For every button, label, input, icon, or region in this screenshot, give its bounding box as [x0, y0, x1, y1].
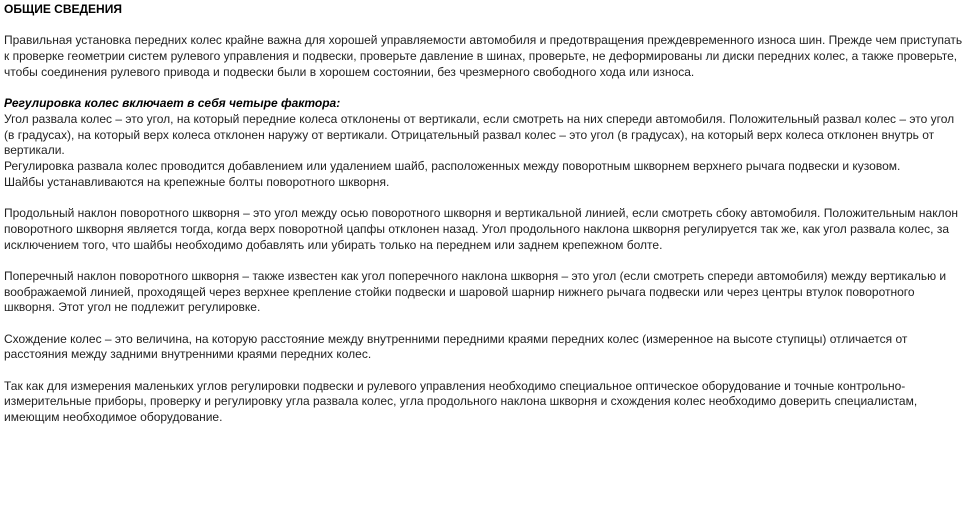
spacer [4, 363, 964, 379]
caster-paragraph: Продольный наклон поворотного шкворня – это угол между осью поворотного шкворня и вертикальной линией, если смотреть сбоку автомобиля. Положительным наклон поворотного шкворня является тогда, когда верх поворотной цапфы отклонен назад. Угол продольного наклона шкворня регулируется так же, как угол развала колес, за исключением того, что шайбы необходимо добавлять или убирать только на переднем или заднем крепежном болте. [4, 206, 959, 252]
camber-paragraph: Угол развала колес – это угол, на который передние колеса отклонены от вертикали, если смотреть на них спереди автомобиля. Положительный развал колес – это угол (в градусах), на который верх колеса отклонен наружу от вертикали. Отрицательный развал колес – это угол (в градусах), на который верх колеса отклонен внутрь от вертикали. [4, 111, 955, 158]
conclusion-paragraph: Так как для измерения маленьких углов регулировки подвески и рулевого управления необходимо специальное оптическое оборудование и точные контрольно-измерительные приборы, проверку и регулировку угла развала колес, угла продольного наклона шкворня и схождения колес необходимо доверить специалистам, имеющим необходимое оборудование. [4, 378, 918, 425]
toe-paragraph: Схождение колес – это величина, на которую расстояние между внутренними передними краями передних колес (измеренное на высоте ступицы) отличается от расстояния между задними внутренними краями передних колес. [4, 331, 908, 362]
spacer [4, 253, 964, 269]
kingpin-paragraph: Поперечный наклон поворотного шкворня – также известен как угол поперечного наклона шкворня – это угол (если смотреть спереди автомобиля) между вертикалью и воображаемой линией, проходящей через верхнее крепление стойки подвески и шаровой шарнир нижнего рычага подвески или через центры втулок поворотного шкворня. Этот угол не подлежит регулировке. [4, 268, 947, 315]
spacer [4, 316, 964, 332]
shims-paragraph: Шайбы устанавливаются на крепежные болты поворотного шкворня. [4, 174, 390, 189]
camber-adjustment-paragraph: Регулировка развала колес проводится добавлением или удалением шайб, расположенных между поворотным шкворнем верхнего рычага подвески и кузовом. [4, 159, 901, 173]
intro-paragraph: Правильная установка передних колес крайне важна для хорошей управляемости автомобиля и предотвращения преждевременного износа шин. Прежде чем приступать к проверке геометрии систем рулевого управления и подвески, проверьте давление в шинах, проверьте, не деформированы ли диски передних колес, а также проверьте, чтобы соединения рулевого привода и подвески были в хорошем состоянии, без чрезмерного свободного хода или износа. [4, 33, 963, 79]
factors-heading: Регулировка колес включает в себя четыре фактора: [4, 96, 341, 111]
page-title: ОБЩИЕ СВЕДЕНИЯ [4, 2, 122, 16]
spacer [4, 81, 964, 97]
spacer [4, 190, 964, 206]
spacer [4, 18, 964, 34]
